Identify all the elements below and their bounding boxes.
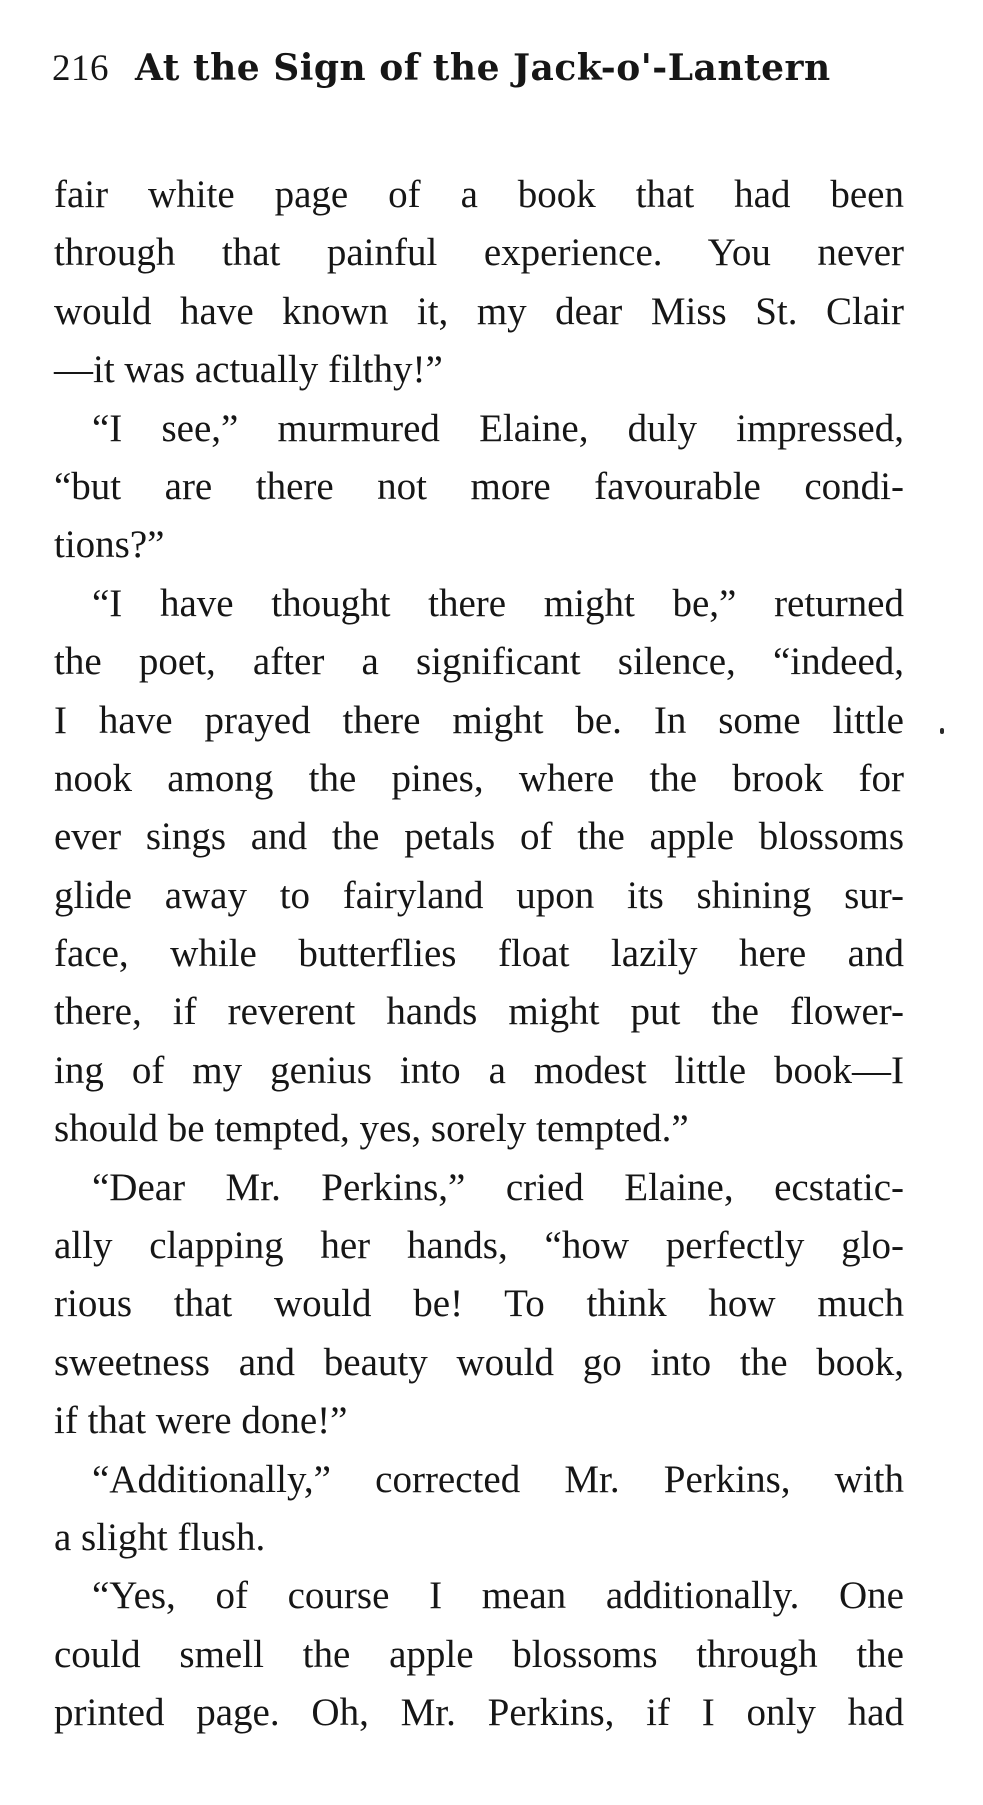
text-line: fair white page of a book that had been	[54, 173, 904, 216]
text-line: “but are there not more favourable condi-	[54, 464, 904, 508]
text-line: face, while butterflies float lazily here and	[54, 932, 904, 976]
text-line: would have known it, my dear Miss St. Clair	[54, 289, 904, 333]
page-number: 216	[52, 48, 109, 89]
ink-speck	[940, 728, 944, 734]
text-line: should be tempted, yes, sorely tempted.”	[54, 1107, 689, 1151]
text-line: sweetness and beauty would go into the book,	[54, 1340, 904, 1384]
paragraph-first-line: “Additionally,” corrected Mr. Perkins, with	[92, 1457, 904, 1501]
text-line: —it was actually filthy!”	[54, 348, 443, 392]
text-line: printed page. Oh, Mr. Perkins, if I only had	[54, 1691, 904, 1735]
running-title: At the Sign of the Jack-o'-Lantern	[135, 47, 831, 89]
paragraph-first-line: “Yes, of course I mean additionally. One	[92, 1574, 904, 1618]
text-line: through that painful experience. You never	[54, 231, 904, 275]
text-line: nook among the pines, where the brook for	[54, 756, 904, 800]
text-line: I have prayed there might be. In some little	[54, 698, 904, 742]
text-line: rious that would be! To think how much	[54, 1282, 904, 1326]
text-line: ing of my genius into a modest little book—I	[54, 1048, 904, 1092]
text-line: the poet, after a significant silence, “indeed,	[54, 640, 904, 684]
paragraph-first-line: “I have thought there might be,” returned	[92, 581, 904, 625]
paragraph-first-line: “I see,” murmured Elaine, duly impressed,	[92, 406, 904, 450]
text-line: if that were done!”	[54, 1399, 348, 1443]
paragraph-first-line: “Dear Mr. Perkins,” cried Elaine, ecstatic-	[92, 1165, 904, 1209]
text-line: glide away to fairyland upon its shining sur-	[54, 873, 904, 917]
text-line: ally clapping her hands, “how perfectly glo-	[54, 1224, 904, 1268]
text-line: tions?”	[54, 523, 165, 567]
text-line: a slight flush.	[54, 1515, 266, 1559]
running-head	[52, 38, 912, 98]
text-line: there, if reverent hands might put the flower-	[54, 990, 904, 1034]
text-line: ever sings and the petals of the apple blossoms	[54, 815, 904, 859]
body-text	[54, 166, 904, 1743]
text-line: could smell the apple blossoms through the	[54, 1632, 904, 1676]
